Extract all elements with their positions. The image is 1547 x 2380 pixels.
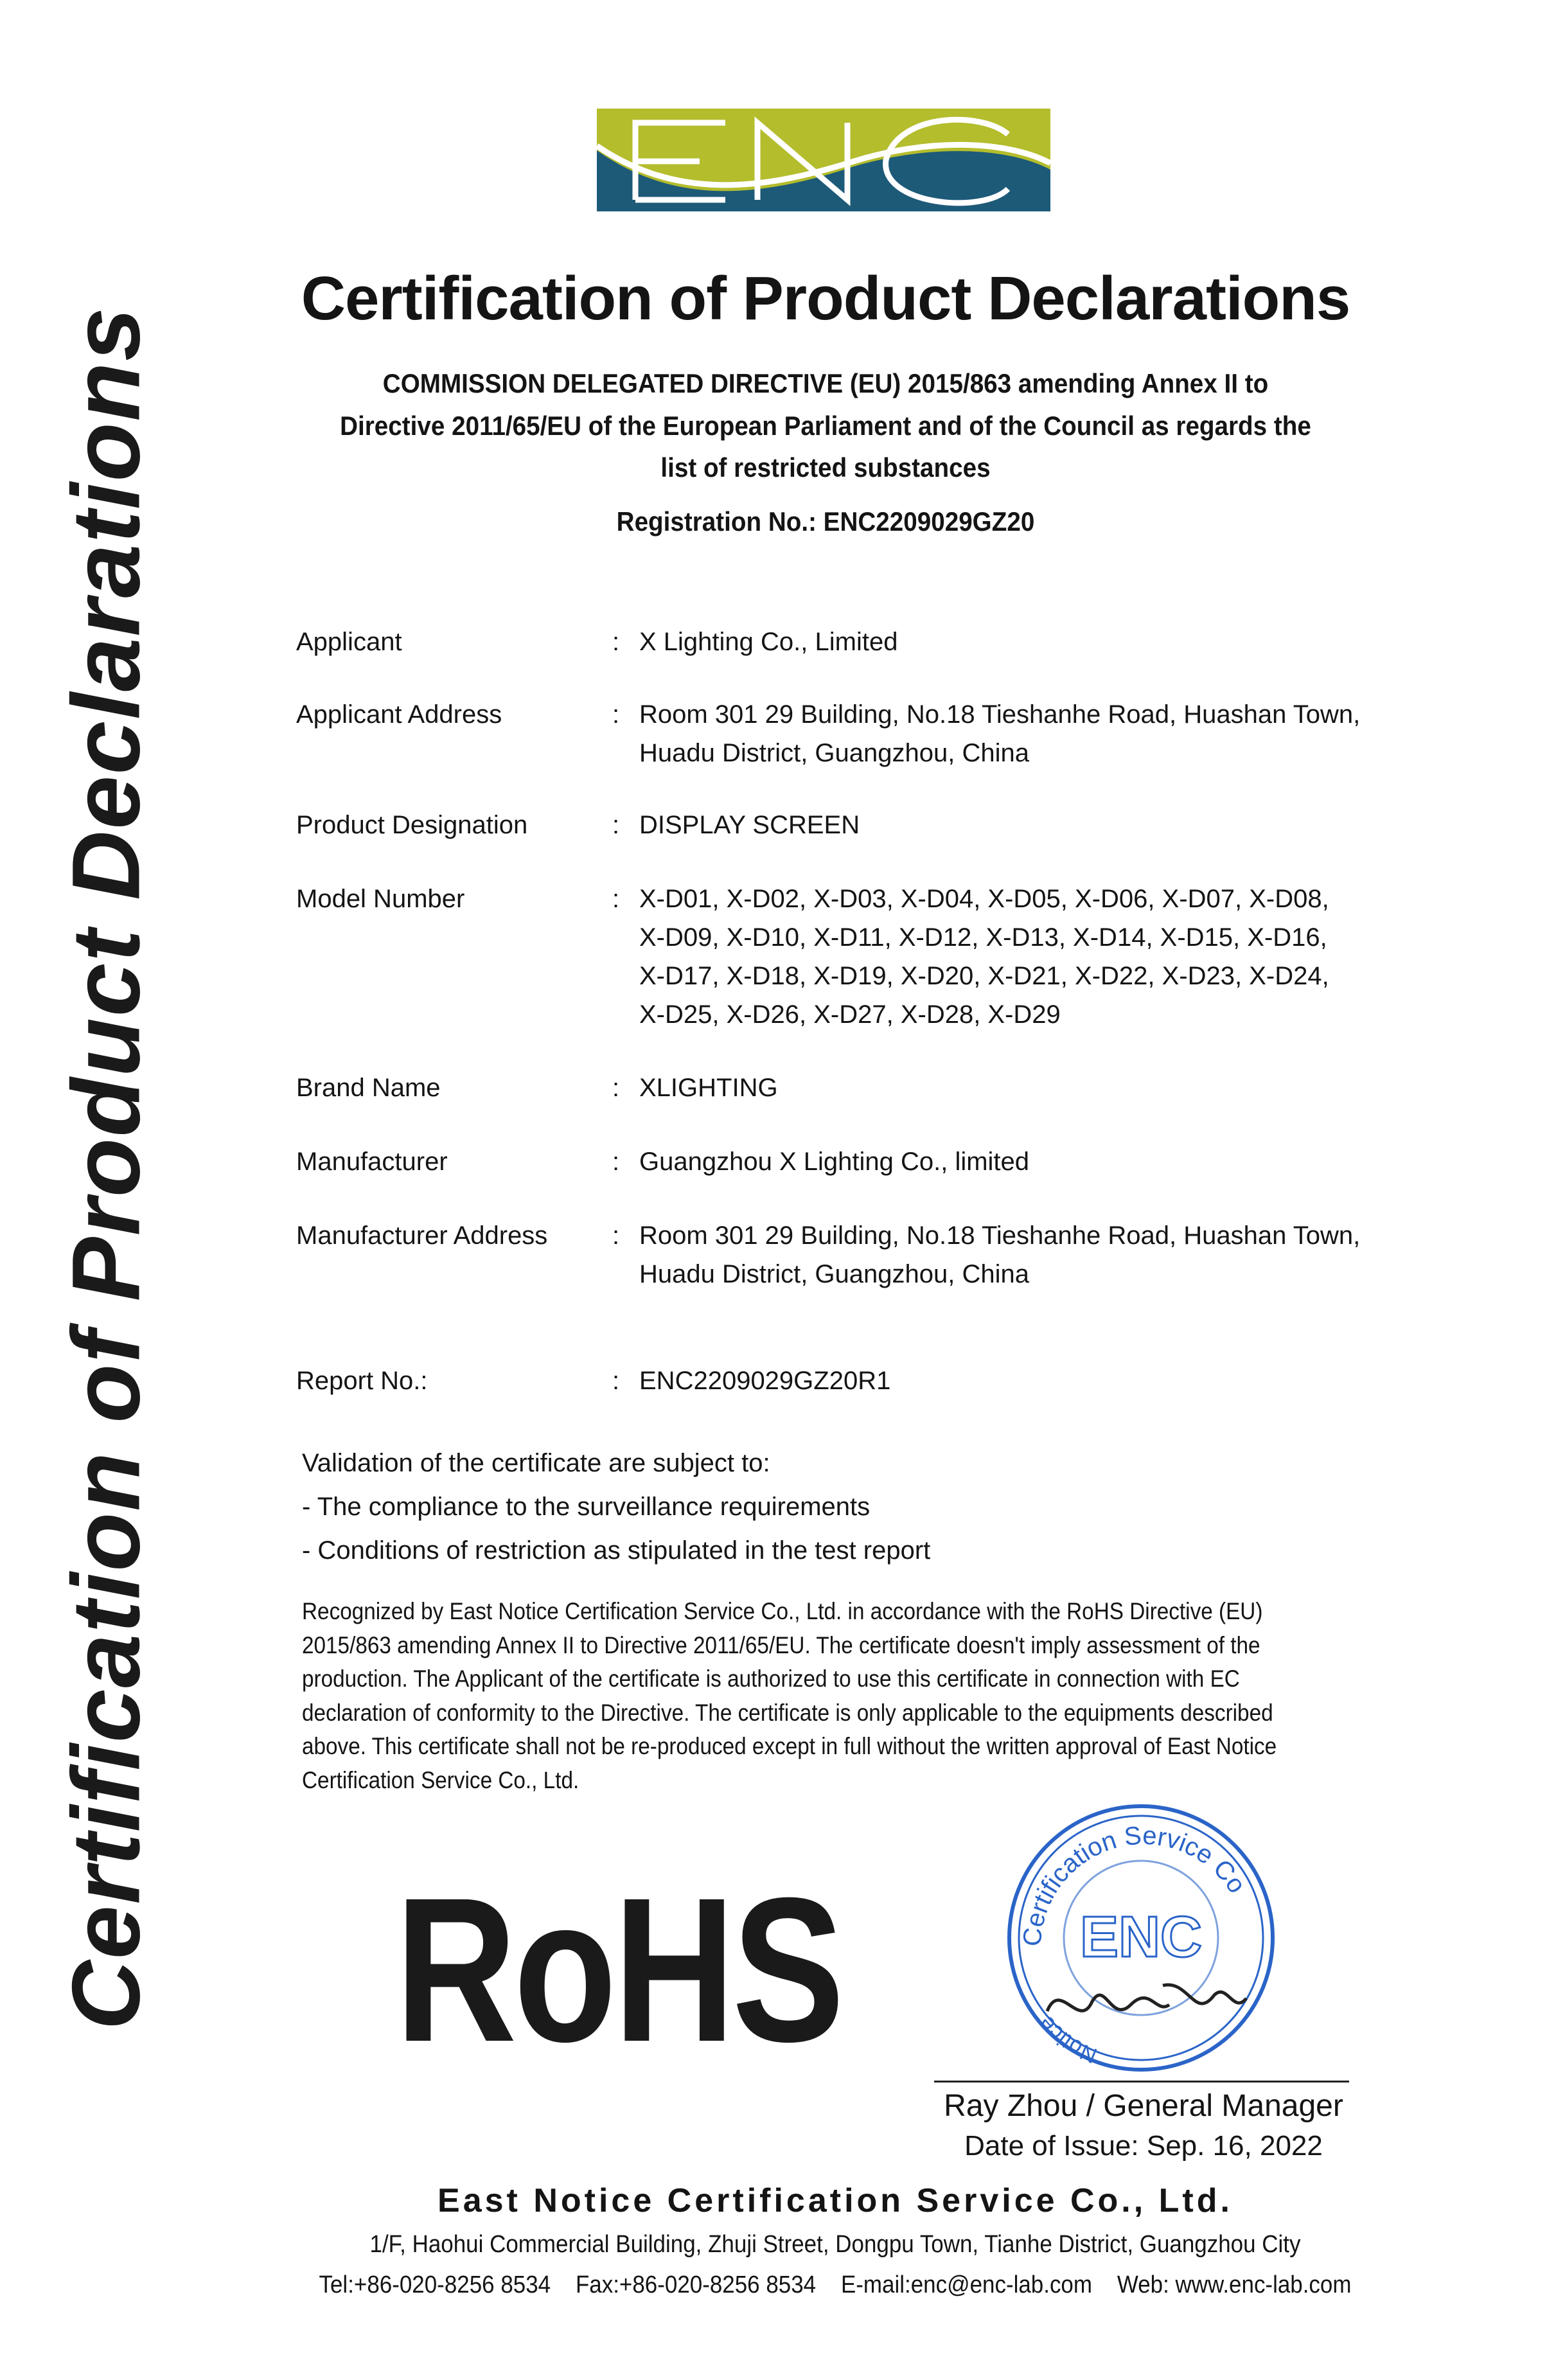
svg-text:ENC: ENC	[1079, 1905, 1203, 1969]
field-value: XLIGHTING	[639, 1074, 778, 1102]
directive-line-3: list of restricted substances	[660, 452, 991, 483]
footer-contacts: Tel:+86-020-8256 8534 Fax:+86-020-8256 8534 E-mail:enc@enc-lab.com Web: www.enc-lab.com	[319, 2271, 1352, 2298]
paragraph-line: declaration of conformity to the Directive. The certificate is only applicable to the equipments described	[302, 1699, 1273, 1726]
field-value: Room 301 29 Building, No.18 Tieshanhe Road, Huashan Town,	[639, 700, 1361, 729]
field-label: Manufacturer Address	[296, 1221, 548, 1250]
date-of-issue: Date of Issue: Sep. 16, 2022	[964, 2130, 1323, 2162]
enc-logo	[597, 109, 1050, 211]
footer-company: East Notice Certification Service Co., Ltd.	[438, 2182, 1233, 2219]
validation-heading: Validation of the certificate are subject to:	[302, 1449, 770, 1477]
field-colon: :	[612, 1074, 620, 1102]
paragraph-line: production. The Applicant of the certificate is authorized to use this certificate in connection with EC	[302, 1665, 1240, 1692]
field-colon: :	[612, 700, 620, 729]
validation-item: - Conditions of restriction as stipulated in the test report	[302, 1536, 931, 1565]
rohs-mark: RoHS	[395, 1854, 842, 2084]
field-value: X-D09, X-D10, X-D11, X-D12, X-D13, X-D14, X-D15, X-D16,	[639, 923, 1327, 952]
directive-line-1: COMMISSION DELEGATED DIRECTIVE (EU) 2015/863 amending Annex II to	[382, 368, 1269, 398]
page-title: Certification of Product Declarations	[301, 264, 1350, 333]
field-colon: :	[612, 1367, 620, 1395]
svg-text:Certification Service Co: Certification Service Co	[1018, 1821, 1251, 1948]
field-value: X-D25, X-D26, X-D27, X-D28, X-D29	[639, 1000, 1061, 1029]
field-value: DISPLAY SCREEN	[639, 811, 860, 839]
svg-text:Notice: Notice	[1034, 2011, 1101, 2068]
field-colon: :	[612, 628, 620, 656]
recognition-paragraph	[302, 1595, 1337, 1797]
field-label: Report No.:	[296, 1367, 428, 1395]
paragraph-line: 2015/863 amending Annex II to Directive 2011/65/EU. The certificate doesn't imply assessment of the	[302, 1631, 1260, 1658]
field-label: Model Number	[296, 885, 465, 913]
field-value: ENC2209029GZ20R1	[639, 1367, 891, 1395]
field-label: Brand Name	[296, 1074, 441, 1102]
validation-item: - The compliance to the surveillance requirements	[302, 1493, 871, 1521]
company-stamp	[1002, 1799, 1280, 2077]
registration-number: Registration No.: ENC2209029GZ20	[616, 506, 1035, 537]
signature-scribble	[1047, 1985, 1246, 2011]
footer-address: 1/F, Haohui Commercial Building, Zhuji Street, Dongpu Town, Tianhe District, Guangzhou City	[369, 2231, 1301, 2258]
field-value: Huadu District, Guangzhou, China	[639, 739, 1029, 767]
field-label: Product Designation	[296, 811, 528, 839]
field-value: X Lighting Co., Limited	[639, 628, 898, 656]
field-value: Room 301 29 Building, No.18 Tieshanhe Road, Huashan Town,	[639, 1221, 1361, 1250]
field-colon: :	[612, 811, 620, 839]
field-label: Applicant Address	[296, 700, 502, 729]
field-label: Applicant	[296, 628, 402, 656]
directive-line-2: Directive 2011/65/EU of the European Parliament and of the Council as regards the	[340, 411, 1311, 441]
paragraph-line: Certification Service Co., Ltd.	[302, 1766, 579, 1793]
field-value: Guangzhou X Lighting Co., limited	[639, 1148, 1030, 1176]
side-banner-title: Certification of Product Declarations	[51, 306, 160, 2030]
paragraph-line: Recognized by East Notice Certification Service Co., Ltd. in accordance with the RoHS Directive (EU)	[302, 1598, 1263, 1624]
field-label: Manufacturer	[296, 1148, 448, 1176]
field-colon: :	[612, 1148, 620, 1176]
field-value: Huadu District, Guangzhou, China	[639, 1260, 1029, 1288]
signatory-name: Ray Zhou / General Manager	[944, 2089, 1343, 2123]
paragraph-line: above. This certificate shall not be re-produced except in full without the written approval of East Notice	[302, 1733, 1277, 1759]
field-colon: :	[612, 885, 620, 913]
signature-line	[934, 2081, 1349, 2082]
field-value: X-D17, X-D18, X-D19, X-D20, X-D21, X-D22, X-D23, X-D24,	[639, 962, 1329, 990]
field-value: X-D01, X-D02, X-D03, X-D04, X-D05, X-D06, X-D07, X-D08,	[639, 885, 1329, 913]
field-colon: :	[612, 1221, 620, 1250]
